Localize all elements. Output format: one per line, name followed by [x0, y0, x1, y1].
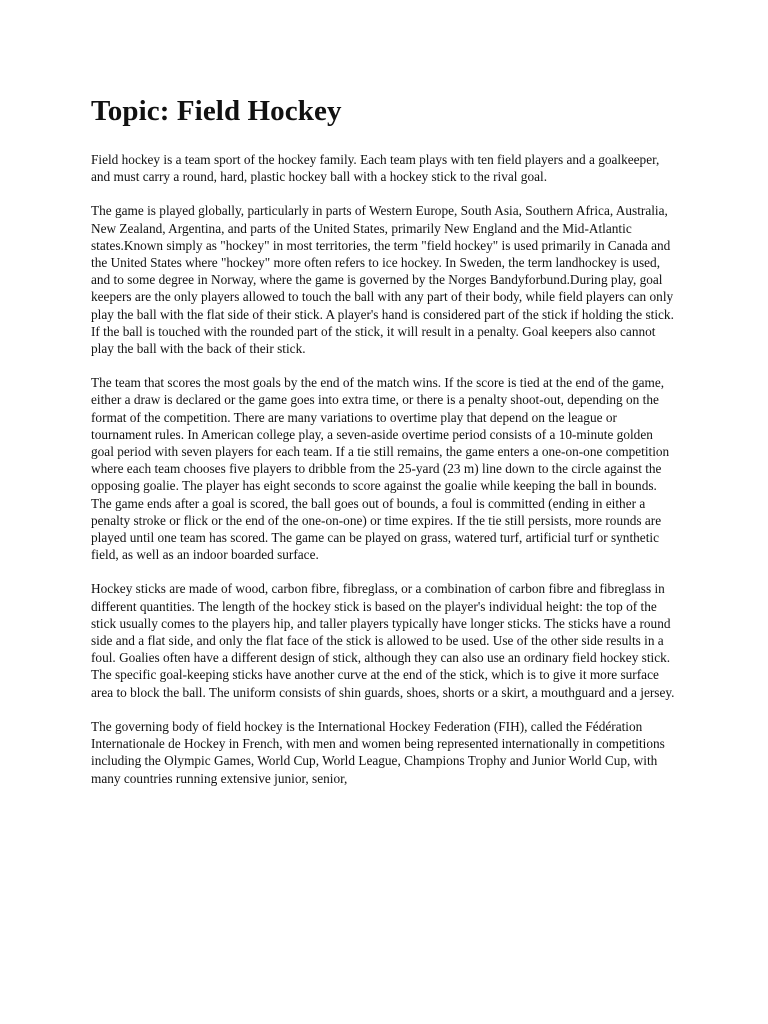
paragraph-governing-body: The governing body of field hockey is the International Hockey Federation (FIH), called the Fédération Internationale de Hockey in French, with men and women being represented internationally in competitions including the Olympic Games, World Cup, World League, Champions Trophy and Junior World Cup, with many countries running extensive junior, senior,: [91, 718, 665, 786]
paragraph-intro: Field hockey is a team sport of the hockey family. Each team plays with ten field players and a goalkeeper, and must carry a round, hard, plastic hockey ball with a hockey stick to the rival goal.: [91, 152, 660, 185]
document-page: [91, 93, 677, 804]
paragraph-global-play: The game is played globally, particularly in parts of Western Europe, South Asia, Southern Africa, Australia, New Zealand, Argentina, and parts of the United States, primarily New England and the Mid-Atlantic states.Known simply as "hockey" in most territories, the term "field hockey" is used primarily in Canada and the United States where "hockey" more often refers to ice hockey. In Sweden, the term landhockey is used, and to some degree in Norway, where the game is governed by the Norges Bandyforbund.During play, goal keepers are the only players allowed to touch the ball with any part of their body, while field players can only play the ball with the flat side of their stick. A player's hand is considered part of the stick if holding the stick. If the ball is touched with the rounded part of the stick, it will result in a penalty. Goal keepers also cannot play the ball with the back of their stick.: [91, 203, 674, 357]
document-title: Topic: Field Hockey: [91, 95, 342, 127]
paragraph-scoring: The team that scores the most goals by the end of the match wins. If the score is tied at the end of the game, either a draw is declared or the game goes into extra time, or there is a penalty shoot-out, depending on the format of the competition. There are many variations to overtime play that depend on the league or tournament rules. In American college play, a seven-aside overtime period consists of a 10-minute golden goal period with seven players for each team. If a tie still remains, the game enters a one-on-one competition where each team chooses five players to dribble from the 25-yard (23 m) line down to the circle against the opposing goalie. The player has eight seconds to score against the goalie while keeping the ball in bounds. The game ends after a goal is scored, the ball goes out of bounds, a foul is committed (ending in either a penalty stroke or flick or the end of the one-on-one) or time expires. If the tie still persists, more rounds are played until one team has scored. The game can be played on grass, watered turf, artificial turf or synthetic field, as well as an indoor boarded surface.: [91, 375, 670, 563]
paragraph-sticks: Hockey sticks are made of wood, carbon fibre, fibreglass, or a combination of carbon fibre and fibreglass in different quantities. The length of the hockey stick is based on the player's individual height: the top of the stick usually comes to the players hip, and taller players typically have longer sticks. The sticks have a round side and a flat side, and only the flat face of the stick is allowed to be used. Use of the other side results in a foul. Goalies often have a different design of stick, although they can also use an ordinary field hockey stick. The specific goal-keeping sticks have another curve at the end of the stick, which is to give it more surface area to block the ball. The uniform consists of shin guards, shoes, shorts or a skirt, a mouthguard and a jersey.: [91, 581, 675, 700]
